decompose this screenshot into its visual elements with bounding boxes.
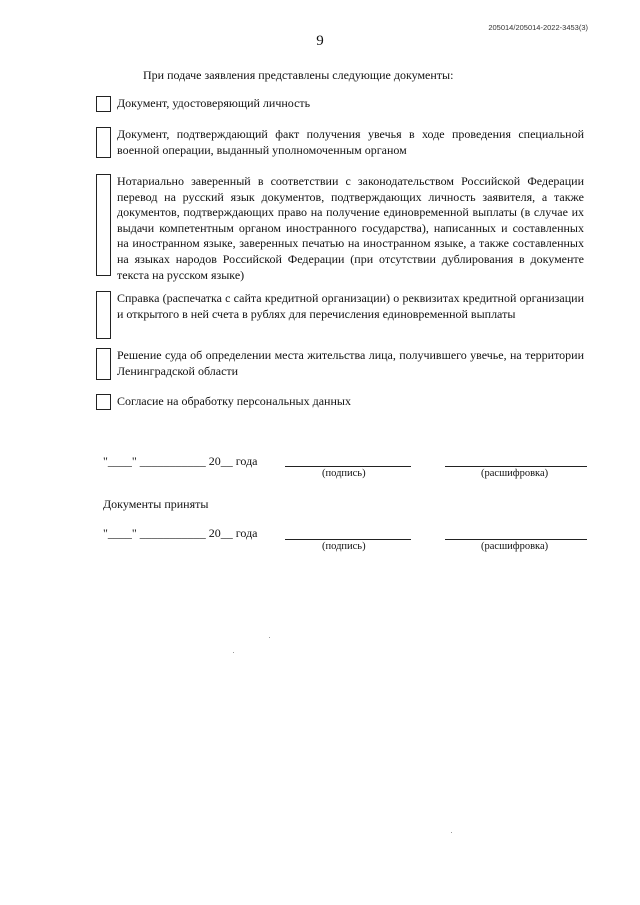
intro-text: При подаче заявления представлены следующие документы: <box>143 68 454 82</box>
document-item-translation <box>96 174 584 283</box>
page-number: 9 <box>316 33 324 49</box>
checkbox-injury-proof[interactable] <box>96 127 111 158</box>
scan-speck <box>269 637 270 638</box>
document-item-injury-proof <box>96 127 584 158</box>
document-item-bank-details <box>96 291 584 339</box>
document-item-consent <box>96 394 584 410</box>
item-text: Документ, удостоверяющий личность <box>117 96 311 110</box>
item-text: Справка (распечатка с сайта кредитной организации) о реквизитах кредитной организации и открытого в ней счета в рублях для перечисления единовременной выплаты <box>117 291 584 321</box>
item-text: Документ, подтверждающий факт получения увечья в ходе проведения специальной военной операции, выданный уполномоченным органом <box>117 127 584 157</box>
date-field-2[interactable]: "____" ___________ 20__ года <box>103 526 258 540</box>
checkbox-translation[interactable] <box>96 174 111 276</box>
checkbox-identity[interactable] <box>96 96 111 112</box>
signature-line[interactable] <box>285 466 411 467</box>
scan-speck <box>451 832 452 833</box>
document-item-court-decision <box>96 348 584 380</box>
signature-line-2[interactable] <box>285 539 411 540</box>
checkbox-court-decision[interactable] <box>96 348 111 380</box>
decode-line-2[interactable] <box>445 539 587 540</box>
documents-accepted-heading: Документы приняты <box>103 497 209 511</box>
checkbox-consent[interactable] <box>96 394 111 410</box>
document-number: 205014/205014-2022-3453(3) <box>488 23 588 32</box>
item-text: Согласие на обработку персональных данных <box>117 394 351 408</box>
date-field[interactable]: "____" ___________ 20__ года <box>103 454 258 468</box>
item-text: Решение суда об определении места жительства лица, получившего увечье, на территории Ленинградской области <box>117 348 584 378</box>
decode-caption: (расшифровка) <box>481 468 549 479</box>
signature-caption: (подпись) <box>322 468 366 479</box>
decode-line[interactable] <box>445 466 587 467</box>
checkbox-bank-details[interactable] <box>96 291 111 339</box>
document-item-identity <box>96 96 584 112</box>
decode-caption-2: (расшифровка) <box>481 541 549 552</box>
item-text: Нотариально заверенный в соответствии с законодательством Российской Федерации перевод на русский язык документов, подтверждающих личность заявителя, а также документов, подтверждающих право на получение единовременной выплаты (в случае их выдачи компетентным органом иностранного государства), написанных и составленных на иностранном языке, заверенных печатью на иностранном языке, а также составленных на языках народов Российской Федерации (при отсутствии дублирования в документе текста на русском языке) <box>117 174 584 282</box>
scan-speck <box>233 652 234 653</box>
signature-caption-2: (подпись) <box>322 541 366 552</box>
